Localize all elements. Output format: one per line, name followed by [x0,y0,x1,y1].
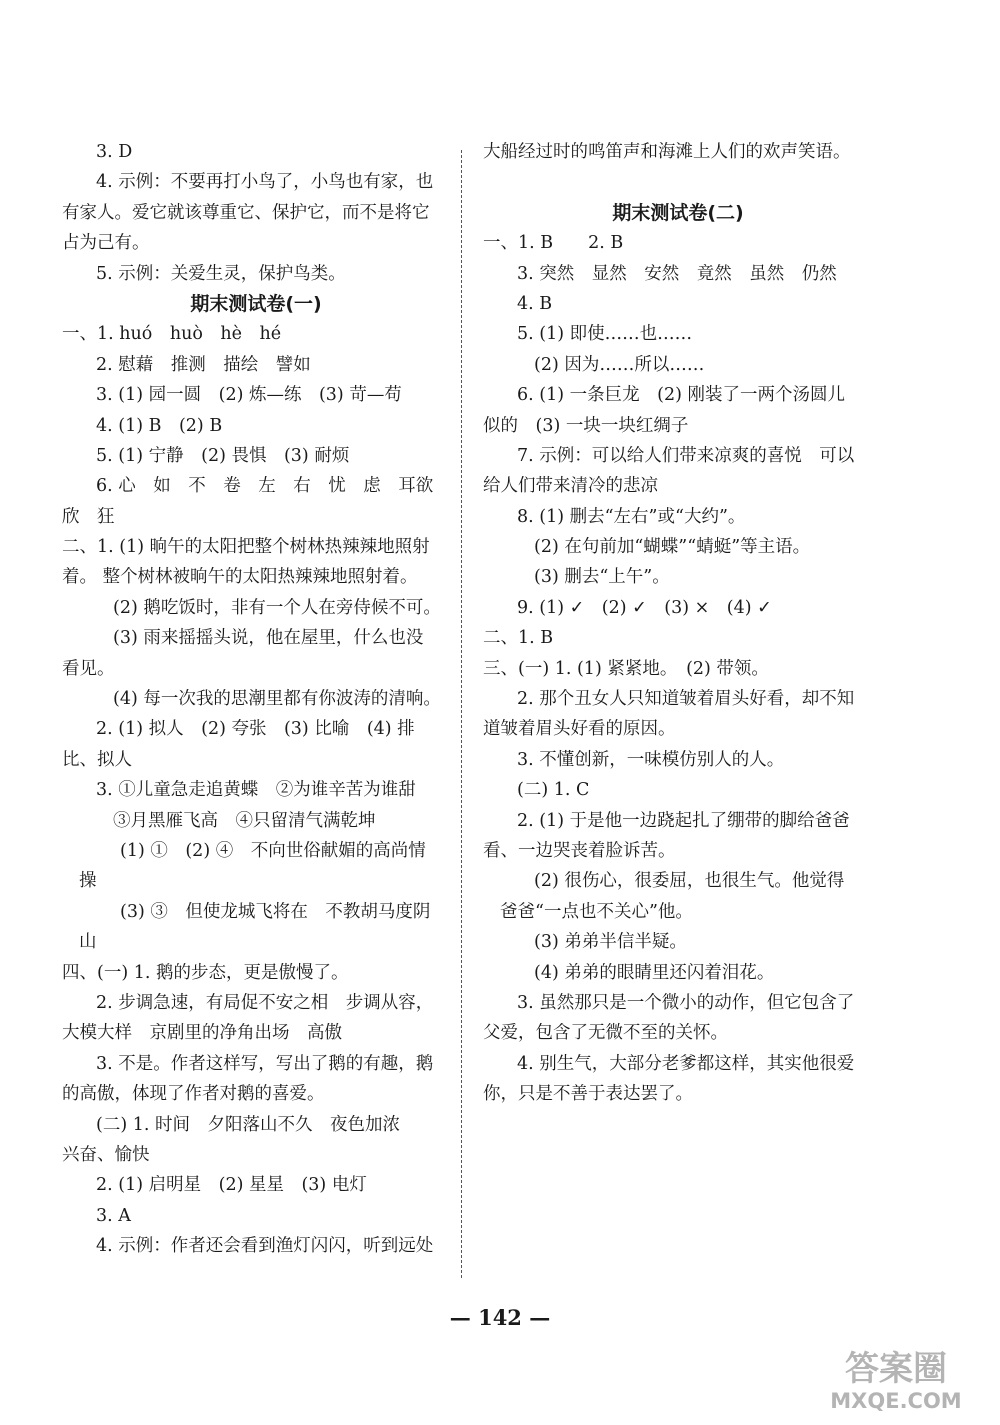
answer-line: 2. (1) 于是他一边跷起扎了绷带的脚给爸爸 [517,810,850,831]
answer-line: 二、1. (1) 晌午的太阳把整个树林热辣辣地照射 [62,537,430,558]
answer-line: 看见。 [62,658,115,679]
answer-line: 一、1. B 2. B [483,233,624,254]
answer-line: 5. (1) 即使……也…… [517,324,693,345]
answer-line: 父爱，包含了无微不至的关怀。 [483,1023,728,1044]
answer-line: (2) 因为……所以…… [534,354,705,375]
answer-line: 7. 示例：可以给人们带来凉爽的喜悦 可以 [517,445,855,466]
answer-line: (二) 1. C [517,780,590,801]
answer-line: (3) 雨来摇摇头说，他在屋里，什么也没 [113,628,424,649]
answer-line: 有家人。爱它就该尊重它、保护它，而不是将它 [62,202,430,223]
answer-line: 2. 慰藉 推测 描绘 譬如 [96,354,311,375]
answer-line: 占为己有。 [62,233,150,254]
answer-line: (4) 每一次我的思潮里都有你波涛的清响。 [113,689,441,710]
answer-line: 大船经过时的鸣笛声和海滩上人们的欢声笑语。 [483,142,851,162]
answer-line: 3. 不懂创新，一味模仿别人的人。 [517,749,785,770]
answer-line: 3. D [96,142,133,162]
answer-line: (3) ③ 但使龙城飞将在 不教胡马度阴 [120,901,431,922]
answer-line: 2. (1) 启明星 (2) 星星 (3) 电灯 [96,1175,367,1196]
answer-line: (1) ① (2) ④ 不向世俗献媚的高尚情 [120,840,426,861]
answer-line: (4) 弟弟的眼睛里还闪着泪花。 [534,962,775,983]
answer-line: 4. 示例：不要再打小鸟了，小鸟也有家，也 [96,172,434,193]
answer-line: 5. 示例：关爱生灵，保护鸟类。 [96,263,346,284]
watermark-logo-text: 答案圈 [845,1349,947,1389]
answer-line: 二、1. B [483,628,554,649]
answer-line: 道皱着眉头好看的原因。 [483,719,676,740]
answer-line: 4. 示例：作者还会看到渔灯闪闪，听到远处 [96,1236,434,1257]
answer-line: ③月黑雁飞高 ④只留清气满乾坤 [113,810,376,831]
answer-line: (3) 弟弟半信半疑。 [534,932,687,953]
answer-line: 6. 心 如 不 卷 左 右 忧 虑 耳欲 [96,476,434,497]
answer-line: (2) 鹅吃饭时，非有一个人在旁侍候不可。 [113,597,441,618]
answer-line: (二) 1. 时间 夕阳落山不久 夜色加浓 [96,1114,400,1135]
answer-line: 四、(一) 1. 鹅的步态，更是傲慢了。 [62,962,349,983]
section-heading: 期末测试卷(一) [190,292,322,315]
answer-line: 6. (1) 一条巨龙 (2) 刚装了一两个汤圆儿 [517,385,845,406]
page-number: — 142 — [449,1305,551,1330]
answer-line: 山 [79,932,97,953]
answer-line: 操 [79,871,97,892]
answer-line: (2) 很伤心，很委屈，也很生气。他觉得 [534,871,845,892]
answer-line: 三、(一) 1. (1) 紧紧地。 (2) 带领。 [483,658,769,679]
column-divider [461,150,462,1278]
answer-line: 3. 不是。作者这样写，写出了鹅的有趣，鹅 [96,1053,434,1074]
right-column [483,137,873,1110]
answer-line: 兴奋、愉快 [62,1144,150,1165]
answer-line: 4. B [517,293,553,314]
answer-line: 4. 别生气，大部分老爹都这样，其实他很爱 [517,1053,855,1074]
section-heading: 期末测试卷(二) [612,201,744,224]
answer-line: 着。 整个树林被晌午的太阳热辣辣地照射着。 [62,567,418,588]
answer-line: 给人们带来清冷的悲凉 [483,476,658,497]
answer-line: 9. (1) ✓ (2) ✓ (3) × (4) ✓ [517,597,772,618]
answer-line: 大模大样 京剧里的净角出场 高傲 [62,1023,342,1044]
answer-line: 爸爸“一点也不关心”他。 [500,901,693,922]
answer-line: 似的 (3) 一块一块红绸子 [483,415,689,436]
answer-line: 2. 步调急速，有局促不安之相 步调从容， [96,992,434,1013]
answer-line: 看、一边哭丧着脸诉苦。 [483,840,676,861]
answer-line: 3. 突然 显然 安然 竟然 虽然 仍然 [517,263,837,284]
answer-line: 的高傲，体现了作者对鹅的喜爱。 [62,1084,325,1105]
answer-line: 欣 狂 [62,506,115,527]
answer-line: 8. (1) 删去“左右”或“大约”。 [517,506,746,527]
answer-line: 比、拟人 [62,749,132,770]
answer-line: (2) 在句前加“蝴蝶”“蜻蜓”等主语。 [534,537,811,558]
answer-line: 3. ①儿童急走追黄蝶 ②为谁辛苦为谁甜 [96,780,416,801]
answer-line: 3. A [96,1205,131,1226]
answer-line: 3. (1) 园一圆 (2) 炼—练 (3) 苛—苟 [96,385,402,406]
left-column [62,137,450,1261]
blank-line [483,167,873,197]
answer-line: 4. (1) B (2) B [96,415,223,436]
watermark-logo [806,1342,986,1414]
answer-line: 2. 那个丑女人只知道皱着眉头好看，却不知 [517,689,855,710]
answer-line: 5. (1) 宁静 (2) 畏惧 (3) 耐烦 [96,445,350,466]
answer-line: (3) 删去“上午”。 [534,567,670,588]
answer-line: 3. 虽然那只是一个微小的动作，但它包含了 [517,992,855,1013]
watermark-url-text: MXQE.COM [830,1389,962,1413]
answer-line: 你，只是不善于表达罢了。 [483,1084,693,1105]
answer-line: 一、1. huó huò hè hé [62,324,282,345]
answer-line: 2. (1) 拟人 (2) 夸张 (3) 比喻 (4) 排 [96,719,415,740]
